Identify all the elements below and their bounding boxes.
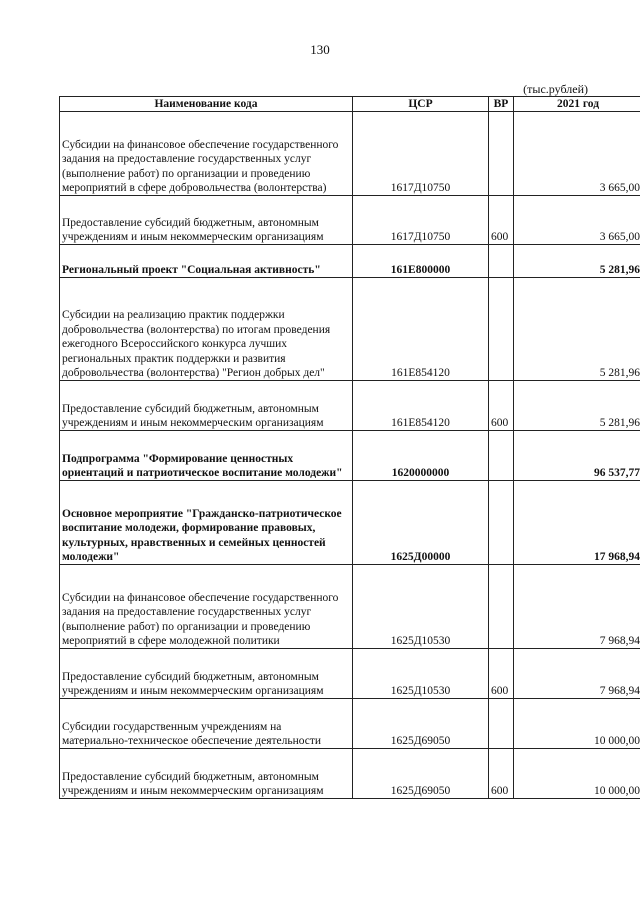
row-name-cell: Региональный проект "Социальная активность" bbox=[60, 245, 353, 278]
row-amount-cell: 3 665,00 bbox=[514, 196, 640, 245]
row-amount-cell: 7 968,94 bbox=[514, 649, 640, 699]
header-csr: ЦСР bbox=[353, 97, 489, 112]
header-amount: 2021 год bbox=[514, 97, 640, 112]
row-amount-cell: 3 665,00 bbox=[514, 112, 640, 196]
row-amount-cell: 10 000,00 bbox=[514, 749, 640, 799]
table-row bbox=[60, 699, 640, 749]
table-body bbox=[60, 112, 640, 799]
row-name-cell: Субсидии на финансовое обеспечение государственного задания на предоставление государственных услуг (выполнение работ) по организации и проведению мероприятий в сфере добровольчества (волонтерства) bbox=[60, 112, 353, 196]
row-amount-cell: 96 537,77 bbox=[514, 431, 640, 481]
row-name-cell: Субсидии на реализацию практик поддержки добровольчества (волонтерства) по итогам проведения ежегодного Всероссийского конкурса лучших региональных практик поддержки и развития добровольчества (волонтерства) "Регион добрых дел" bbox=[60, 278, 353, 381]
row-amount-cell: 5 281,96 bbox=[514, 245, 640, 278]
row-vr-cell: 600 bbox=[489, 649, 514, 699]
header-name: Наименование кода bbox=[60, 97, 353, 112]
table-row bbox=[60, 649, 640, 699]
row-name-cell: Предоставление субсидий бюджетным, автономным учреждениям и иным некоммерческим организациям bbox=[60, 381, 353, 431]
header-vr: ВР bbox=[489, 97, 514, 112]
row-csr-cell: 1625Д00000 bbox=[353, 481, 489, 565]
table-row bbox=[60, 481, 640, 565]
row-vr-cell bbox=[489, 112, 514, 196]
row-name-cell: Предоставление субсидий бюджетным, автономным учреждениям и иным некоммерческим организациям bbox=[60, 649, 353, 699]
table-row bbox=[60, 749, 640, 799]
row-csr-cell: 1617Д10750 bbox=[353, 112, 489, 196]
row-csr-cell: 1620000000 bbox=[353, 431, 489, 481]
row-vr-cell bbox=[489, 245, 514, 278]
table-header-row bbox=[60, 97, 640, 112]
row-vr-cell bbox=[489, 278, 514, 381]
row-vr-cell bbox=[489, 481, 514, 565]
budget-table bbox=[59, 96, 640, 799]
row-vr-cell bbox=[489, 699, 514, 749]
table-row bbox=[60, 381, 640, 431]
row-vr-cell: 600 bbox=[489, 749, 514, 799]
row-name-cell: Предоставление субсидий бюджетным, автономным учреждениям и иным некоммерческим организациям bbox=[60, 749, 353, 799]
table-row bbox=[60, 196, 640, 245]
row-csr-cell: 1625Д69050 bbox=[353, 749, 489, 799]
table-row bbox=[60, 565, 640, 649]
row-csr-cell: 161E854120 bbox=[353, 381, 489, 431]
row-name-cell: Предоставление субсидий бюджетным, автономным учреждениям и иным некоммерческим организациям bbox=[60, 196, 353, 245]
row-amount-cell: 5 281,96 bbox=[514, 278, 640, 381]
page-number: 130 bbox=[310, 42, 330, 57]
row-vr-cell: 600 bbox=[489, 381, 514, 431]
table-row bbox=[60, 278, 640, 381]
row-amount-cell: 10 000,00 bbox=[514, 699, 640, 749]
row-csr-cell: 161E854120 bbox=[353, 278, 489, 381]
row-name-cell: Основное мероприятие "Гражданско-патриотическое воспитание молодежи, формирование правовых, культурных, нравственных и семейных ценностей молодежи" bbox=[60, 481, 353, 565]
table-row bbox=[60, 245, 640, 278]
row-name-cell: Субсидии на финансовое обеспечение государственного задания на предоставление государственных услуг (выполнение работ) по организации и проведению мероприятий в сфере молодежной политики bbox=[60, 565, 353, 649]
row-amount-cell: 5 281,96 bbox=[514, 381, 640, 431]
row-name-cell: Субсидии государственным учреждениям на материально-техническое обеспечение деятельности bbox=[60, 699, 353, 749]
row-vr-cell: 600 bbox=[489, 196, 514, 245]
row-csr-cell: 1625Д69050 bbox=[353, 699, 489, 749]
row-csr-cell: 1625Д10530 bbox=[353, 649, 489, 699]
table-row bbox=[60, 431, 640, 481]
row-name-cell: Подпрограмма "Формирование ценностных ориентаций и патриотическое воспитание молодежи" bbox=[60, 431, 353, 481]
row-vr-cell bbox=[489, 565, 514, 649]
row-csr-cell: 1617Д10750 bbox=[353, 196, 489, 245]
table-row bbox=[60, 112, 640, 196]
row-vr-cell bbox=[489, 431, 514, 481]
row-amount-cell: 7 968,94 bbox=[514, 565, 640, 649]
row-amount-cell: 17 968,94 bbox=[514, 481, 640, 565]
row-csr-cell: 161E800000 bbox=[353, 245, 489, 278]
row-csr-cell: 1625Д10530 bbox=[353, 565, 489, 649]
units-label: (тыс.рублей) bbox=[523, 82, 588, 96]
